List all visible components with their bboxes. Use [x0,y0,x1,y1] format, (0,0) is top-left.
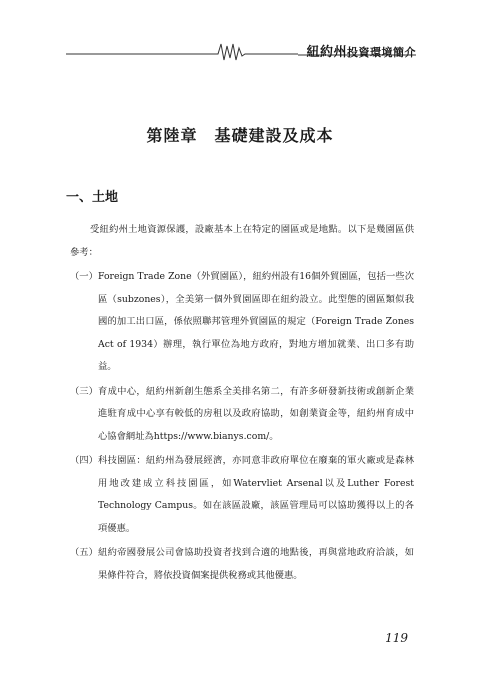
list-item [70,381,414,449]
intro-paragraph: 受紐約州土地資源保護，設廠基本上在特定的園區或是地點。以下是幾園區供參考： [70,224,414,258]
list-item [70,450,414,540]
section-title: 一、土地 [66,190,119,205]
page-header [66,40,416,62]
header-title-sub: 投資環境簡介 [347,46,416,59]
page-number: 119 [385,631,408,645]
list-item [70,542,414,587]
chapter-title: 第陸章 基礎建設及成本 [146,126,334,145]
list-item-text: 育成中心，紐約州新創生態系全美排名第二，有許多研發新技術或創新企業進駐育成中心享有較低的房租以及政府協助，如創業資金等，紐約州育成中心協會網址為https://www.bianys.com/。 [98,385,414,442]
header-title-main: 紐約州 [306,45,347,60]
list-item-text: 科技園區：紐約州為發展經濟，亦同意非政府單位在廢棄的軍火廠或是森林用地改建成立科技園區，如Watervliet Arsenal以及Luther Forest Technology Campus。如在該區設廠，該區管理局可以協助獲得以上的各項優惠。 [98,455,414,534]
list-item [70,266,414,379]
header-title [306,41,416,60]
list-item-marker: （五） [70,547,98,558]
item-list [70,266,414,589]
list-item-text: 紐約帝國發展公司會協助投資者找到合適的地點後，再與當地政府洽談，如果條件符合，將依投資個案提供稅務或其他優惠。 [98,547,414,581]
list-item-marker: （三） [70,385,98,397]
list-item-marker: （一） [70,271,98,282]
list-item-text: Foreign Trade Zone（外貿園區），紐約州設有16個外貿園區，包括一些次區（subzones），全美第一個外貿園區即在紐約設立。此型態的園區類似我國的加工出口區，係依照聯邦管理外貿園區的規定（Foreign Trade Zones Act of 1934）辦理，執行單位為地方政府，對地方增加就業、出口多有助益。 [98,271,414,372]
list-item-marker: （四） [70,455,98,466]
